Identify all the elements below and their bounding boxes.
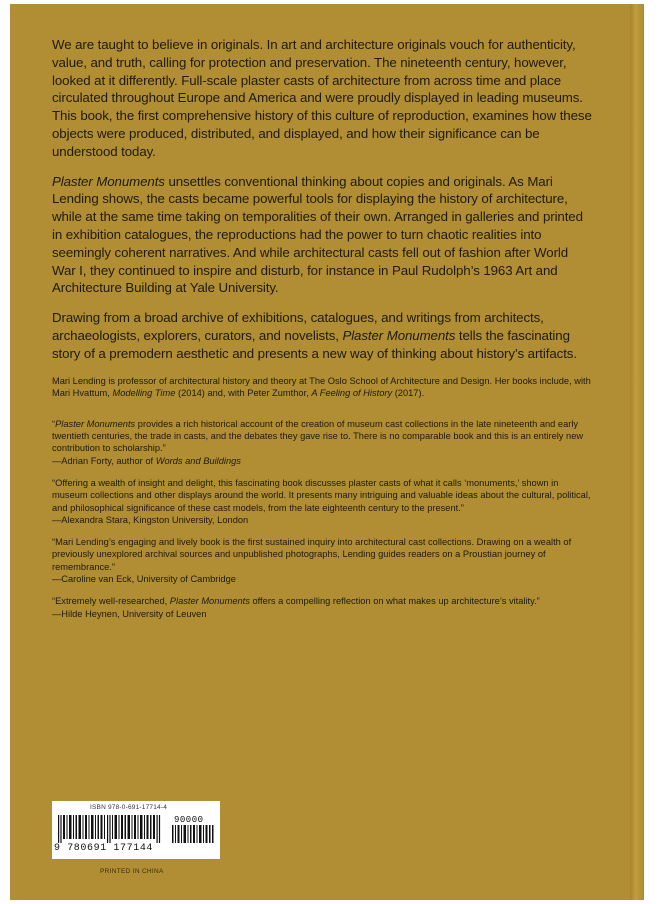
endorsement-1: “Plaster Monuments provides a rich historical account of the creation of museum cast collections in the late nineteenth and early twentieth centuries, the trade in casts, and the debates they gave rise to. There is no comparable book and this is an entirely new contribution to scholarship.” —Adrian Forty, author of Words and Buildings [52, 418, 592, 467]
endorsement-4: “Extremely well-researched, Plaster Monuments offers a compelling reflection on what makes up architecture’s vitality.” —Hilde Heynen, University of Leuven [52, 595, 592, 620]
blurb-text [52, 36, 592, 630]
endorsement-source: —Alexandra Stara, Kingston University, London [52, 514, 249, 525]
blurb-paragraph-3: Drawing from a broad archive of exhibitions, catalogues, and writings from architects, archaeologists, explorers, curators, and novelists, Plaster Monuments tells the fascinating story of a premodern aesthetic and presents a new way of thinking about history’s artifacts. [52, 310, 577, 361]
book-back-cover [10, 4, 644, 900]
addon-barcode-bars [172, 825, 214, 843]
author-bio: Mari Lending is professor of architectural history and theory at The Oslo School of Architecture and Design. Her books include, with Mari Hvattum, Modelling Time (2014) and, with Peter Zumthor, A Feeling of History (2017). [52, 375, 591, 399]
blurb-paragraph-2: Plaster Monuments unsettles conventional thinking about copies and originals. As Mari Lending shows, the casts became powerful tools for displaying the history of architecture, while at the same time taking on temporalities of their own. Arranged in galleries and printed in exhibition catalogues, the reproductions had the power to turn chaotic realities into seemingly coherent narratives. And while architectural casts fell out of fashion after World War I, they continued to inspire and disturb, for instance in Paul Rudolph’s 1963 Art and Architecture Building at Yale University. [52, 173, 583, 296]
book-title: Plaster Monuments [52, 173, 165, 189]
printed-in-label: PRINTED IN CHINA [100, 868, 164, 875]
endorsement-source: —Caroline van Eck, University of Cambridge [52, 574, 236, 584]
barcode-bars [58, 815, 166, 843]
isbn-number: 9 780691 177144 [54, 843, 154, 854]
cover-edge [630, 4, 644, 900]
barcode [52, 801, 220, 859]
endorsement-3: “Mari Lending’s engaging and lively book is the first sustained inquiry into architectural cast collections. Drawing on a wealth of previously unexplored archival sources and unpublished photographs, Lending guides readers on a Proustian journey of remembrance.” —Caroline van Eck, University of Cambridge [52, 536, 592, 585]
endorsement-source: —Hilde Heynen, University of Leuven [52, 608, 207, 619]
book-title: Plaster Monuments [342, 327, 456, 343]
blurb-paragraph-1: We are taught to believe in originals. In art and architecture originals vouch for authenticity, value, and truth, calling for protection and preservation. The nineteenth century, however, looked at it differently. Full-scale plaster casts of architecture from across time and place circulated throughout Europe and America and were proudly displayed in leading museums. This book, the first comprehensive history of this culture of reproduction, examines how these objects were produced, distributed, and displayed, and how their significance can be understood today. [52, 37, 592, 159]
isbn-label: ISBN 978-0-691-17714-4 [90, 804, 168, 811]
endorsement-2: “Offering a wealth of insight and delight, this fascinating book discusses plaster casts of what it calls ‘monuments,’ shown in museum collections and other displays around the world. It presents many intriguing and valuable ideas about the cultural, political, and philosophical significance of these cast models, from the late eighteenth century to the present.” —Alexandra Stara, Kingston University, London [52, 477, 591, 525]
endorsement-source: —Adrian Forty, author of Words and Buildings [52, 455, 241, 466]
price-code: 90000 [174, 815, 204, 825]
